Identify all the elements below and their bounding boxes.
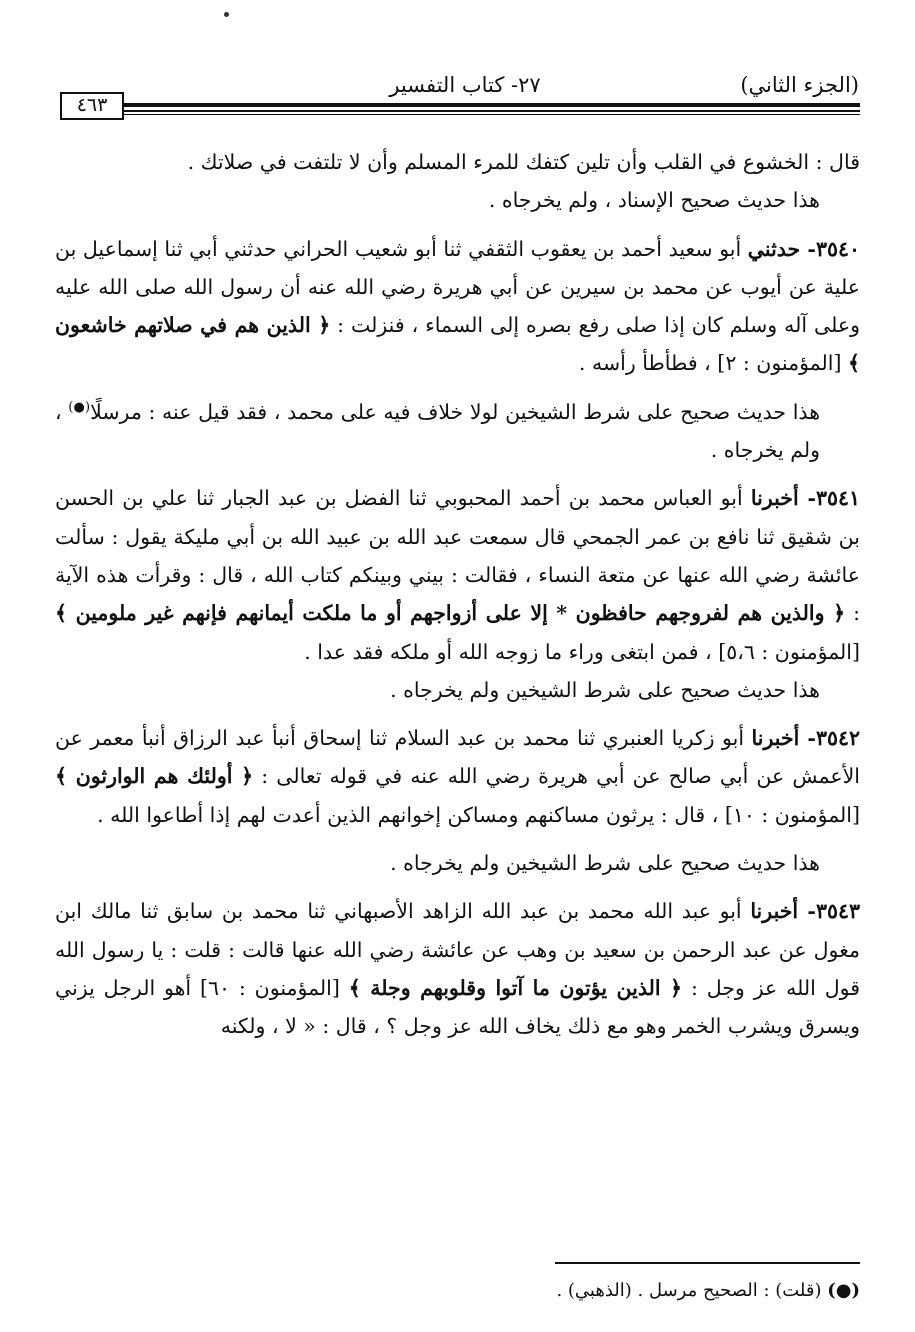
footnote (55, 1276, 860, 1306)
narration-keyword: - أخبرنا (750, 899, 816, 924)
isnad-text: أبو زكريا العنبري ثنا محمد بن عبد السلام ثنا إسحاق أنبأ عبد الرزاق أنبأ معمر عن الأعمش عن أبي صالح عن أبي هريرة رضي الله عنه في قوله تعالى : (55, 726, 860, 789)
ink-speck (224, 12, 229, 17)
hadith-judgement: هذا حديث صحيح على شرط الشيخين ولم يخرجاه . (390, 677, 820, 702)
narration-keyword: - أخبرنا (750, 486, 816, 511)
quran-verse: ﴿ الذين هم في صلاتهم خاشعون ﴾ (55, 313, 860, 376)
judgement-text: هذا حديث صحيح على شرط الشيخين لولا خلاف فيه على محمد ، فقد قيل عنه : مرسلًا (90, 399, 820, 424)
hadith-number: ٣٥٤٢ (815, 726, 860, 751)
page-body (55, 143, 860, 1046)
quran-verse: ﴿ أولئك هم الوارثون ﴾ (55, 764, 254, 789)
footnote-text: (قلت) : الصحيح مرسل . (الذهبي) . (556, 1280, 828, 1301)
header-rule (122, 110, 860, 112)
running-header-part: (الجزء الثاني) (740, 73, 859, 97)
hadith-judgement: هذا حديث صحيح على شرط الشيخين ولم يخرجاه . (390, 851, 820, 876)
hadith-3542 (55, 719, 860, 834)
hadith-3541 (55, 479, 860, 670)
page-number-box: ٤٦٣ (60, 92, 124, 120)
hadith-number: ٣٥٤١ (815, 486, 861, 511)
paragraph: قال : الخشوع في القلب وأن تلين كتفك للمرء المسلم وأن لا تلتفت في صلاتك . (187, 150, 860, 174)
hadith-number: ٣٥٤٠ (815, 236, 860, 261)
narration-keyword: - أخبرنا (751, 726, 816, 751)
quran-verse: ﴿ الذين يؤتون ما آتوا وقلوبهم وجلة ﴾ (348, 975, 683, 1000)
hadith-3540 (55, 230, 860, 383)
running-header-chapter: ٢٧- كتاب التفسير (389, 73, 541, 97)
quran-verse: ﴿ والذين هم لفروجهم حافظون * إلا على أزواجهم أو ما ملكت أيمانهم فإنهم غير ملومين ﴾ (55, 601, 846, 626)
footnote-mark: (●) (827, 1280, 860, 1301)
hadith-judgement (55, 393, 860, 470)
isnad-text: أبو العباس محمد بن أحمد المحبوبي ثنا الفضل بن عبد الجبار ثنا علي بن الحسن بن شقيق ثنا نافع بن عمر الجمحي قال سمعت عبد الله بن عبيد الله بن أبي مليكة يقول : سألت عائشة رضي الله عنها عن متعة النساء ، فقالت : بيني وبينكم كتاب الله ، قال : وقرأت هذه الآية : (55, 486, 860, 626)
verse-reference: [المؤمنون : ١٠] ، قال : يرثون مساكنهم ومساكن إخوانهم الذين أعدت لهم إذا أطاعوا الله . (97, 802, 860, 827)
footnote-separator (555, 1262, 860, 1264)
header-rule (122, 114, 860, 115)
judgement-text: ، ولم يخرجاه . (55, 399, 820, 463)
verse-reference: [المؤمنون : ٥،٦] ، فمن ابتغى وراء ما زوجه الله أو ملكه فقد عدا . (304, 639, 860, 664)
hadith-number: ٣٥٤٣ (815, 899, 860, 924)
isnad-text: أبو عبد الله محمد بن عبد الله الزاهد الأصبهاني ثنا محمد بن سابق ثنا مالك ابن مغول عن عبد الرحمن بن سعيد بن وهب عن عائشة رضي الله عنها قالت : قلت : يا رسول الله قول الله عز وجل : (55, 899, 860, 1000)
hadith-3543 (55, 892, 860, 1045)
verse-reference: [المؤمنون : ٦٠] أهو الرجل يزني ويسرق ويشرب الخمر وهو مع ذلك يخاف الله عز وجل ؟ ، قال : « لا ، ولكنه (55, 975, 860, 1039)
narration-keyword: - حدثني (747, 236, 816, 261)
isnad-text: أبو سعيد أحمد بن يعقوب الثقفي ثنا أبو شعيب الحراني حدثني أبي ثنا إسماعيل بن علية عن أيوب عن محمد بن سيرين عن أبي هريرة رضي الله عنه أن رسول الله صلى الله عليه وعلى آله وسلم كان إذا صلى رفع بصره إلى السماء ، فنزلت : (55, 236, 860, 338)
verse-reference: [المؤمنون : ٢] ، فطأطأ رأسه . (578, 351, 848, 376)
footnote-reference[interactable]: (●) (68, 399, 91, 415)
header-rule (122, 103, 860, 107)
hadith-judgement: هذا حديث صحيح الإسناد ، ولم يخرجاه . (488, 188, 820, 213)
